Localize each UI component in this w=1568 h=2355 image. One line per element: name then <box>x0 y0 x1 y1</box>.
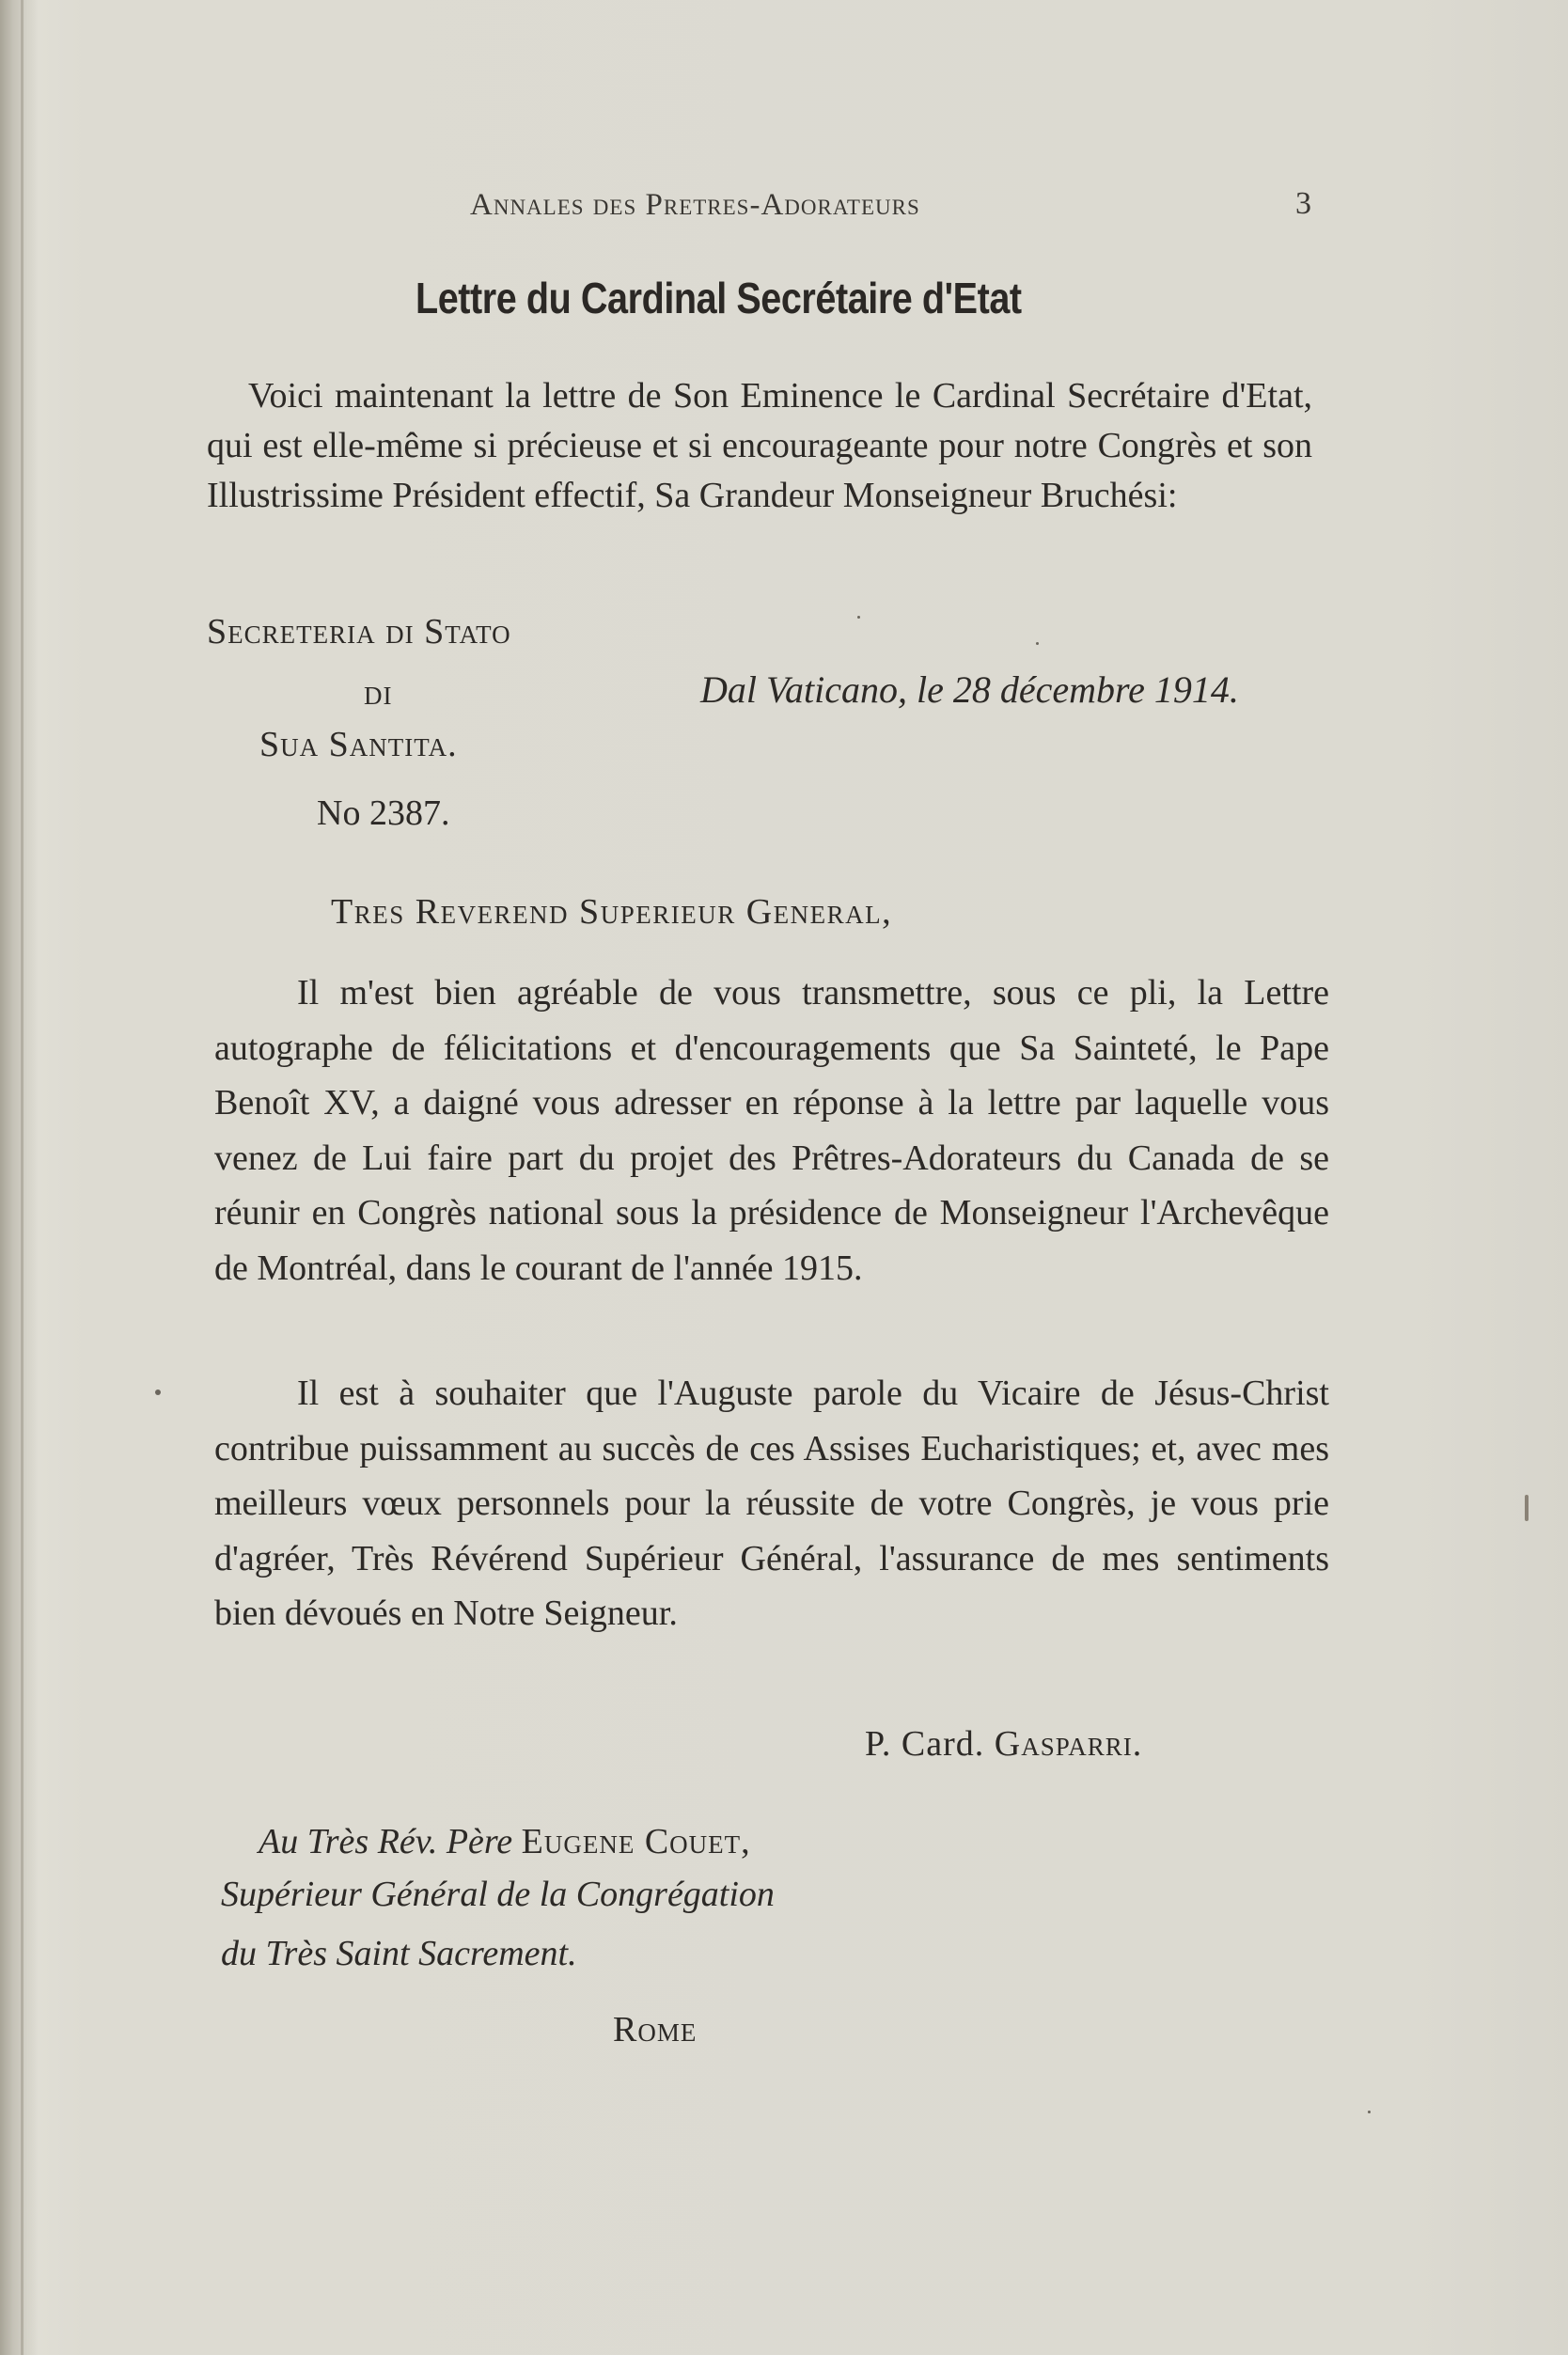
letterhead-line-2: di <box>364 673 393 713</box>
page-title: Lettre du Cardinal Secrétaire d'Etat <box>416 274 1022 322</box>
signature <box>865 1723 1142 1765</box>
signature-prefix: P. Card. <box>865 1724 985 1764</box>
paper-speck <box>1368 2111 1371 2113</box>
paper-speck <box>1036 642 1039 645</box>
address-line-3: du Très Saint Sacrement. <box>221 1934 577 1973</box>
page-binding-shadow <box>0 0 38 2355</box>
address-line-2: Supérieur Général de la Congrégation <box>221 1875 775 1914</box>
address-city: Rome <box>613 2010 698 2049</box>
page-number: 3 <box>1295 186 1311 221</box>
address-recipient: Eugene Couet, <box>521 1822 751 1861</box>
signature-name: Gasparri. <box>994 1724 1143 1764</box>
letter-paragraph-1: Il m'est bien agréable de vous transmettre, sous ce pli, la Lettre autographe de félicitations et d'encouragements que Sa Sainteté, le Pape Benoît XV, a daigné vous adresser en réponse à la lettre par laquelle vous venez de Lui faire part du projet des Prêtres-Adorateurs du Canada de se réunir en Congrès national sous la présidence de Monseigneur l'Archevêque de Montréal, dans le courant de l'année 1915. <box>214 973 1329 1288</box>
address-title: Au Très Rév. Père <box>259 1822 513 1861</box>
binding-edge <box>21 0 24 2355</box>
letterhead-line-1: Secreteria di Stato <box>207 612 511 652</box>
letterhead-line-3: Sua Santita. <box>259 725 458 764</box>
address-line-1 <box>259 1821 751 1862</box>
running-head: Annales des Pretres-Adorateurs <box>470 188 920 222</box>
intro-paragraph: Voici maintenant la lettre de Son Eminence le Cardinal Secrétaire d'Etat, qui est elle-même si précieuse et si encourageante pour notre Congrès et son Illustrissime Président effectif, Sa Grandeur Monseigneur Bruchési: <box>207 376 1312 515</box>
protocol-number: No 2387. <box>317 793 450 833</box>
paper-speck <box>155 1389 161 1395</box>
letter-paragraph-2: Il est à souhaiter que l'Auguste parole du Vicaire de Jésus-Christ contribue puissamment au succès de ces Assises Eucharistiques; et, avec mes meilleurs vœux personnels pour la réussite de votre Congrès, je vous prie d'agréer, Très Révérend Supérieur Général, l'assurance de mes sentiments bien dévoués en Notre Seigneur. <box>214 1374 1329 1633</box>
paper-speck <box>1525 1495 1529 1521</box>
dateline: Dal Vaticano, le 28 décembre 1914. <box>700 668 1239 711</box>
paper-speck <box>857 616 860 619</box>
salutation: Tres Reverend Superieur General, <box>331 892 893 932</box>
